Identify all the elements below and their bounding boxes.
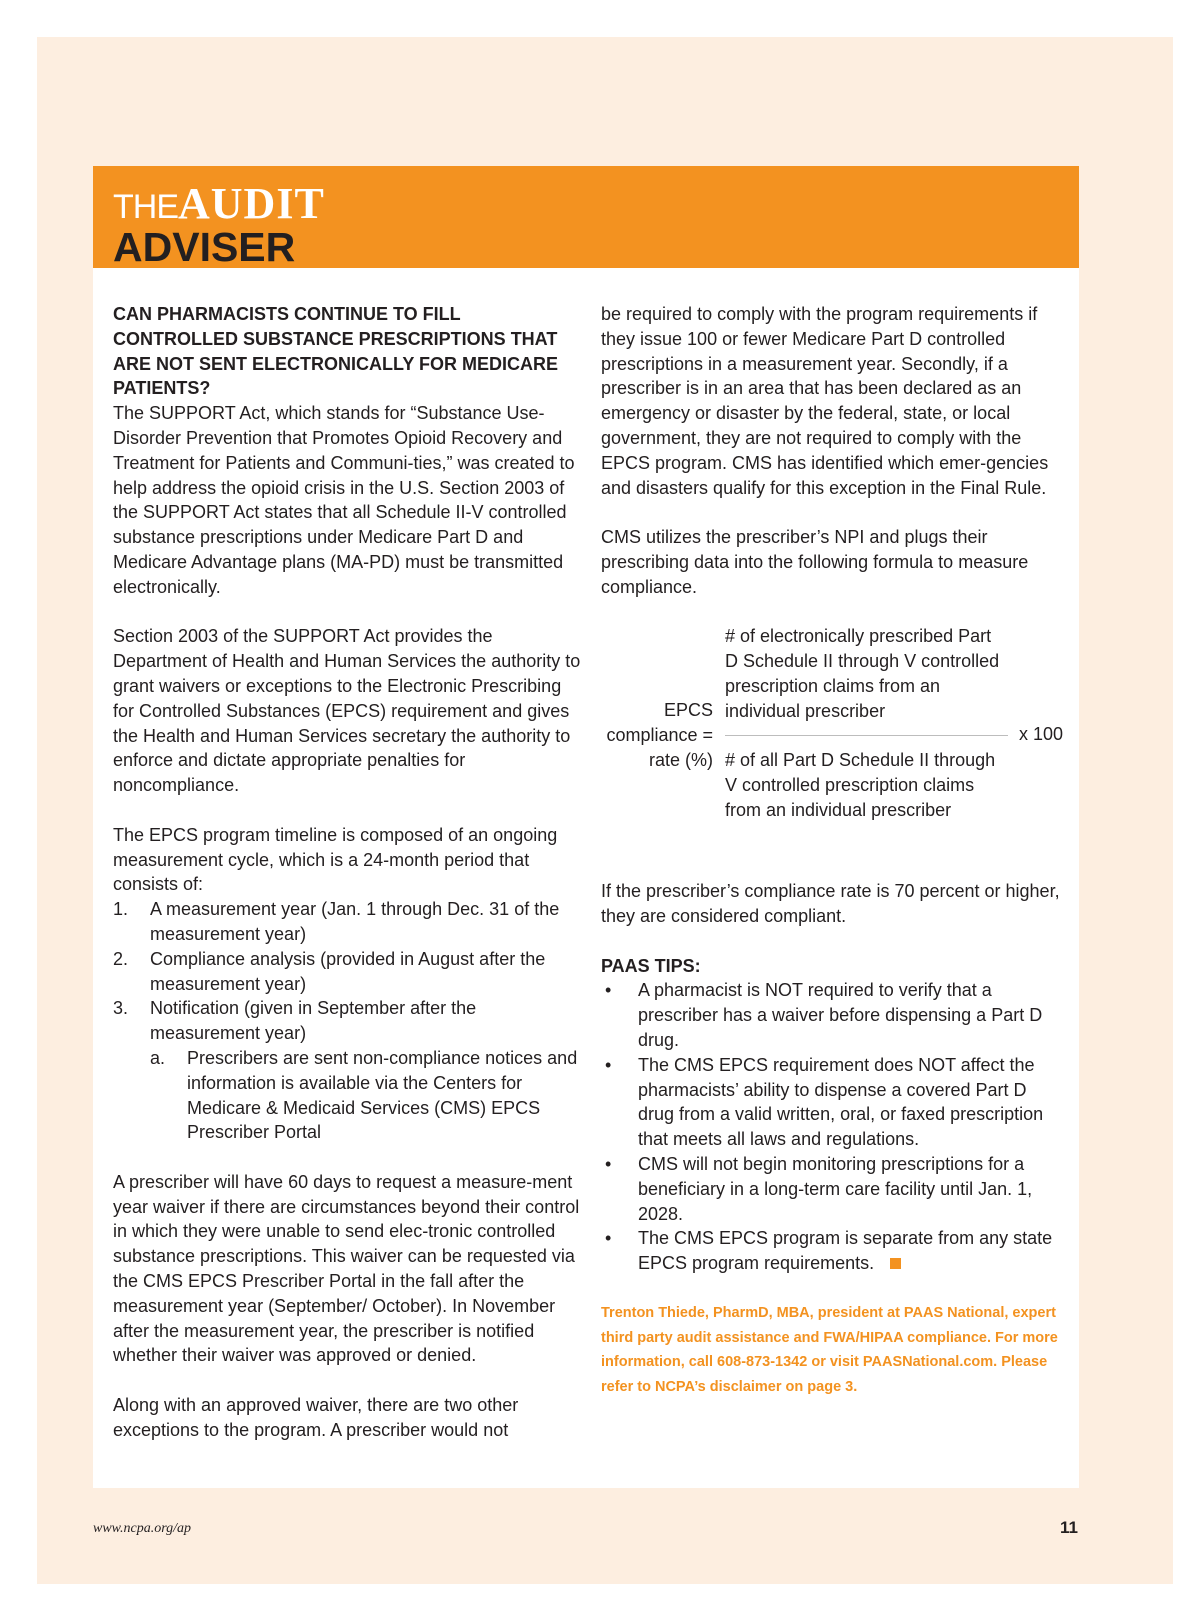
right-column bbox=[601, 302, 1067, 1400]
list-text: Compliance analysis (provided in August after the measurement year) bbox=[150, 948, 546, 994]
list-number: 3. bbox=[113, 998, 129, 1019]
timeline-sublist bbox=[150, 1046, 583, 1145]
tip-item bbox=[601, 1226, 1067, 1276]
formula-label-line: EPCS bbox=[663, 700, 713, 721]
bullet-icon: • bbox=[605, 1153, 612, 1174]
paragraph: A prescriber will have 60 days to request a measure-ment year waiver if there are circumstances beyond their control in which they were unable to send elec-tronic controlled substance prescriptions. This waiver can be requested via the CMS EPCS Prescriber Portal in the fall after the measurement year (September/ October). In November after the measurement year, the prescriber is notified whether their waiver was approved or denied. bbox=[113, 1171, 580, 1366]
paragraph: The EPCS program timeline is composed of an ongoing measurement cycle, which is a 24-month period that consists of: bbox=[113, 824, 558, 895]
left-column bbox=[113, 302, 583, 1467]
paragraph: Section 2003 of the SUPPORT Act provides the Department of Health and Human Services the authority to grant waivers or exceptions to the Electronic Prescribing for Controlled Substances (EPCS) requirement and gives the Health and Human Services secretary the authority to enforce and dictate appropriate penalties for noncompliance. bbox=[113, 626, 581, 796]
list-number: a. bbox=[150, 1047, 166, 1068]
list-number: 2. bbox=[113, 948, 129, 969]
tip-item bbox=[601, 1152, 1067, 1226]
fraction-bar bbox=[725, 735, 1008, 736]
list-item bbox=[113, 947, 583, 997]
paragraph: If the prescriber’s compliance rate is 70 percent or higher, they are considered compliant. bbox=[601, 881, 1060, 926]
department-title bbox=[113, 178, 325, 269]
tip-text: The CMS EPCS requirement does NOT affect the pharmacists’ ability to dispense a covered Part D drug from a valid written, oral, or faxed prescription that meets all laws and regulations. bbox=[638, 1054, 1044, 1150]
paragraph: The SUPPORT Act, which stands for “Substance Use-Disorder Prevention that Promotes Opioid Recovery and Treatment for Patients and Communi-ties,” was created to help address the opioid crisis in the U.S. Section 2003 of the SUPPORT Act states that all Schedule II-V controlled substance prescriptions under Medicare Part D and Medicare Advantage plans (MA-PD) must be transmitted electronically. bbox=[113, 403, 575, 597]
bullet-icon: • bbox=[605, 1228, 612, 1249]
tips-list bbox=[601, 978, 1067, 1276]
paragraph: be required to comply with the program requirements if they issue 100 or fewer Medicare Part D controlled prescriptions in a measurement year. Secondly, if a prescriber is in an area that has been declared as an emergency or disaster by the federal, state, or local government, they are not required to comply with the EPCS program. CMS has identified which emer-gencies and disasters qualify for this exception in the Final Rule. bbox=[601, 304, 1049, 498]
tip-text: A pharmacist is NOT required to verify that a prescriber has a waiver before dispensing a Part D drug. bbox=[638, 980, 1043, 1050]
compliance-formula bbox=[601, 624, 1067, 854]
article-question: CAN PHARMACISTS CONTINUE TO FILL CONTROLLED SUBSTANCE PRESCRIPTIONS THAT ARE NOT SENT ELECTRONICALLY FOR MEDICARE PATIENTS? bbox=[113, 304, 559, 399]
list-number: 1. bbox=[113, 899, 129, 920]
paragraph: Along with an approved waiver, there are two other exceptions to the program. A prescriber would not bbox=[113, 1395, 519, 1440]
page-number: 11 bbox=[1060, 1518, 1078, 1537]
formula-numerator: # of electronically prescribed Part D Schedule II through V controlled prescription claims from an individual prescriber bbox=[725, 626, 1000, 721]
formula-denominator: # of all Part D Schedule II through V controlled prescription claims from an individual prescriber bbox=[725, 750, 996, 820]
tip-item bbox=[601, 978, 1067, 1052]
title-audit: AUDIT bbox=[178, 179, 325, 228]
title-the: THE bbox=[113, 188, 178, 226]
formula-label bbox=[601, 698, 713, 772]
sublist-item bbox=[150, 1046, 583, 1145]
tip-text: The CMS EPCS program is separate from any state EPCS program requirements. bbox=[638, 1228, 1053, 1274]
tip-text: CMS will not begin monitoring prescriptions for a beneficiary in a long-term care facility until Jan. 1, 2028. bbox=[638, 1153, 1033, 1224]
list-item bbox=[113, 996, 583, 1145]
article-card bbox=[93, 166, 1079, 1488]
formula-label-line: compliance = bbox=[606, 725, 713, 746]
footer-url[interactable]: www.ncpa.org/ap bbox=[93, 1521, 192, 1536]
list-text: Prescribers are sent non-compliance notices and information is available via the Centers for Medicare & Medicaid Services (CMS) EPCS Prescriber Portal bbox=[187, 1047, 578, 1143]
end-mark-icon bbox=[890, 1258, 901, 1269]
formula-label-line: rate (%) bbox=[648, 749, 713, 770]
author-byline: Trenton Thiede, PharmD, MBA, president at PAAS National, expert third party audit assistance and FWA/HIPAA compliance. For more information, call 608-873-1342 or visit PAASNational.com. Please refer to NCPA’s disclaimer on page 3. bbox=[601, 1304, 1058, 1396]
tips-heading: PAAS TIPS: bbox=[601, 955, 701, 976]
list-item bbox=[113, 897, 583, 947]
list-text: Notification (given in September after the measurement year) bbox=[150, 998, 477, 1044]
tip-item bbox=[601, 1053, 1067, 1152]
formula-multiplier: x 100 bbox=[1019, 724, 1064, 745]
paragraph: CMS utilizes the prescriber’s NPI and plugs their prescribing data into the following formula to measure compliance. bbox=[601, 527, 1029, 597]
title-adviser: ADVISER bbox=[113, 224, 296, 270]
bullet-icon: • bbox=[605, 1054, 612, 1075]
timeline-list bbox=[113, 897, 583, 1145]
list-text: A measurement year (Jan. 1 through Dec. 31 of the measurement year) bbox=[150, 899, 560, 944]
bullet-icon: • bbox=[605, 980, 612, 1001]
header-banner bbox=[93, 166, 1079, 268]
